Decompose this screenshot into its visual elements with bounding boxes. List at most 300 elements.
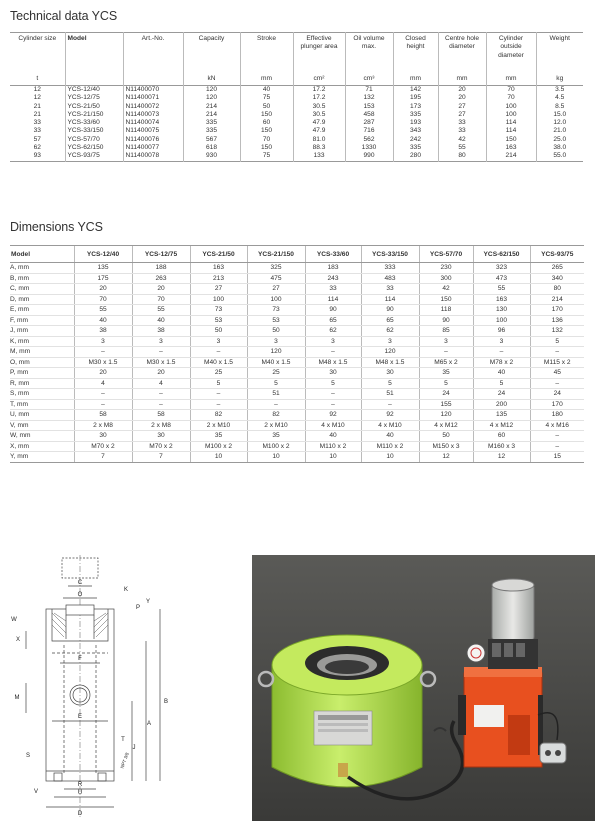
tech-cell: 132 [345, 94, 393, 102]
tech-row [10, 94, 583, 102]
dims-cell: 42 [419, 284, 473, 295]
dims-cell: 60 [473, 431, 530, 442]
dims-cell: 3 [305, 336, 361, 347]
dims-cell: 27 [247, 284, 305, 295]
dims-cell: 70 [74, 294, 132, 305]
dims-cell: 50 [419, 431, 473, 442]
dims-cell: 73 [247, 305, 305, 316]
dims-cell: 5 [473, 378, 530, 389]
dims-cell: 3 [190, 336, 247, 347]
dims-row-label: V, mm [10, 420, 74, 431]
dims-cell: 20 [74, 284, 132, 295]
dims-cell: 7 [132, 452, 190, 463]
tech-cell: YCS-33/150 [65, 127, 123, 135]
technical-data-title: Technical data YCS [10, 9, 118, 23]
dims-cell: – [190, 389, 247, 400]
drawing-label: NPT 3/8 [119, 751, 130, 770]
dims-cell: 20 [132, 368, 190, 379]
tech-cell: N11400077 [123, 144, 183, 152]
dims-row-label: S, mm [10, 389, 74, 400]
tech-cell: 21 [33, 102, 41, 110]
tech-cell: 27 [438, 103, 486, 111]
dims-row-label: A, mm [10, 263, 74, 274]
dimensions-table [10, 245, 584, 463]
dims-cell: 3 [247, 336, 305, 347]
dims-row [10, 357, 584, 368]
tech-cell: 71 [345, 86, 393, 95]
dims-cell: 92 [305, 410, 361, 421]
dims-cell: 114 [305, 294, 361, 305]
dims-cell: 100 [190, 294, 247, 305]
dims-cell: 40 [361, 431, 419, 442]
tech-cell: 120 [183, 86, 240, 95]
tech-cell: 335 [183, 127, 240, 135]
drawing-label: X [15, 637, 21, 643]
dims-row [10, 452, 584, 463]
dims-header-cell: YCS-33/60 [305, 246, 361, 263]
dims-header-cell: YCS-93/75 [530, 246, 584, 263]
tech-header-cell: Stroke [240, 33, 293, 73]
dims-cell: 3 [132, 336, 190, 347]
dims-row-label: F, mm [10, 315, 74, 326]
dims-cell: 96 [473, 326, 530, 337]
tech-row [10, 152, 583, 161]
dims-cell: 475 [247, 273, 305, 284]
drawing-label: U [77, 790, 83, 796]
dims-row-label: E, mm [10, 305, 74, 316]
dims-header-cell: YCS-57/70 [419, 246, 473, 263]
dims-header-cell: YCS-21/150 [247, 246, 305, 263]
dims-row [10, 263, 584, 274]
tech-cell: 214 [486, 152, 536, 161]
tech-unit-cell: mm [240, 72, 293, 86]
product-photo [252, 555, 595, 821]
tech-cell: 42 [438, 136, 486, 144]
tech-row [10, 136, 583, 144]
dims-cell: 38 [74, 326, 132, 337]
dims-cell: – [305, 389, 361, 400]
tech-row [10, 119, 583, 127]
dims-cell: 4 x M10 [361, 420, 419, 431]
tech-unit-cell: mm [486, 72, 536, 86]
dims-cell: 243 [305, 273, 361, 284]
dims-cell: – [74, 399, 132, 410]
dims-cell: 155 [419, 399, 473, 410]
tech-unit-cell: kN [183, 72, 240, 86]
dims-cell: 55 [473, 284, 530, 295]
dims-cell: M30 x 1.5 [74, 357, 132, 368]
tech-unit-cell: cm³ [345, 72, 393, 86]
tech-cell: 93 [33, 152, 41, 160]
dims-cell: – [132, 389, 190, 400]
tech-cell: 193 [393, 119, 438, 127]
tech-cell: 618 [183, 144, 240, 152]
dims-header-cell: Model [10, 246, 74, 263]
dims-cell: 175 [74, 273, 132, 284]
dims-row-label: T, mm [10, 399, 74, 410]
tech-cell: N11400072 [123, 103, 183, 111]
dims-cell: 90 [361, 305, 419, 316]
tech-cell: 930 [183, 152, 240, 161]
drawing-label: F [78, 656, 82, 662]
dims-cell: – [530, 378, 584, 389]
tech-cell: 335 [393, 144, 438, 152]
dims-cell: 183 [305, 263, 361, 274]
tech-row [10, 103, 583, 111]
dims-cell: 325 [247, 263, 305, 274]
tech-cell: N11400074 [123, 119, 183, 127]
tech-cell: N11400078 [123, 152, 183, 161]
dims-cell: – [132, 399, 190, 410]
hollow-plunger-cylinder [259, 635, 435, 787]
drawing-label: D [77, 811, 83, 817]
dims-cell: 120 [247, 347, 305, 358]
dims-cell: M70 x 2 [74, 441, 132, 452]
dims-cell: 5 [361, 378, 419, 389]
dims-cell: 5 [419, 378, 473, 389]
dims-row [10, 347, 584, 358]
tech-cell: 287 [345, 119, 393, 127]
dims-cell: 20 [132, 284, 190, 295]
dims-cell: – [190, 347, 247, 358]
tech-cell: 20 [438, 86, 486, 95]
drawing-label: S [25, 753, 31, 759]
dims-row [10, 336, 584, 347]
tech-cell: YCS-62/150 [65, 144, 123, 152]
dims-cell: 58 [74, 410, 132, 421]
dims-cell: 55 [74, 305, 132, 316]
tech-cell: 100 [486, 111, 536, 119]
dims-row-label: C, mm [10, 284, 74, 295]
tech-cell: 100 [486, 103, 536, 111]
tech-cell: 38.0 [536, 144, 583, 152]
dims-cell: 92 [361, 410, 419, 421]
dims-cell: 188 [132, 263, 190, 274]
tech-header-cell: Closed height [393, 33, 438, 73]
tech-cell: 12 [33, 94, 41, 102]
technical-data-table [10, 32, 583, 162]
tech-header-cell: Art.-No. [123, 33, 183, 73]
dims-cell: 200 [473, 399, 530, 410]
dims-cell: 10 [247, 452, 305, 463]
drawing-label: J [132, 745, 136, 751]
tech-cell: 25.0 [536, 136, 583, 144]
dims-cell: 2 x M8 [132, 420, 190, 431]
dims-cell: 58 [132, 410, 190, 421]
dims-cell: M48 x 1.5 [305, 357, 361, 368]
dims-cell: – [247, 399, 305, 410]
dims-cell: 230 [419, 263, 473, 274]
drawing-label: V [33, 789, 39, 795]
dims-cell: M150 x 3 [419, 441, 473, 452]
dims-row [10, 368, 584, 379]
tech-header-cell: Effective plunger area [293, 33, 345, 73]
tech-cell: 343 [393, 127, 438, 135]
dims-cell: 24 [419, 389, 473, 400]
dims-cell: 2 x M10 [247, 420, 305, 431]
dims-cell: M40 x 1.5 [190, 357, 247, 368]
dims-cell: 5 [247, 378, 305, 389]
tech-header-cell: Cylinder outside diameter [486, 33, 536, 73]
dims-row-label: B, mm [10, 273, 74, 284]
tech-cell: 70 [240, 136, 293, 144]
tech-cell: 30.5 [293, 111, 345, 119]
tech-cell: 214 [183, 103, 240, 111]
dims-cell: M65 x 2 [419, 357, 473, 368]
dims-cell: 333 [361, 263, 419, 274]
dims-cell: – [419, 347, 473, 358]
drawing-label: A [146, 721, 152, 727]
tech-header-cell: Model [65, 33, 123, 73]
tech-cell: 47.9 [293, 119, 345, 127]
dims-cell: 3 [74, 336, 132, 347]
dims-cell: 10 [361, 452, 419, 463]
dims-cell: 38 [132, 326, 190, 337]
tech-cell: 33 [33, 127, 41, 135]
tech-header-cell: Weight [536, 33, 583, 73]
dims-cell: 30 [132, 431, 190, 442]
tech-header-cell: Oil volume max. [345, 33, 393, 73]
drawing-label: W [11, 617, 17, 623]
tech-cell: 70 [486, 94, 536, 102]
tech-cell: 3.5 [536, 86, 583, 95]
dims-cell: 40 [74, 315, 132, 326]
dims-row-label: X, mm [10, 441, 74, 452]
tech-cell: 990 [345, 152, 393, 161]
tech-cell: 716 [345, 127, 393, 135]
tech-cell: 88.3 [293, 144, 345, 152]
tech-row [10, 127, 583, 135]
dims-cell: 118 [419, 305, 473, 316]
dims-cell: 5 [190, 378, 247, 389]
dims-cell: M110 x 2 [305, 441, 361, 452]
dims-cell: – [530, 347, 584, 358]
dims-cell: 33 [361, 284, 419, 295]
tech-row [10, 111, 583, 119]
tech-cell: 173 [393, 103, 438, 111]
dims-cell: 265 [530, 263, 584, 274]
dims-cell: 45 [530, 368, 584, 379]
tech-cell: 195 [393, 94, 438, 102]
dims-cell: 33 [305, 284, 361, 295]
tech-unit-cell [123, 72, 183, 86]
dims-header-cell: YCS-12/75 [132, 246, 190, 263]
dims-row-label: O, mm [10, 357, 74, 368]
dims-row [10, 410, 584, 421]
dims-cell: 120 [419, 410, 473, 421]
tech-unit-cell: kg [536, 72, 583, 86]
dims-cell: 473 [473, 273, 530, 284]
drawing-label: E [77, 714, 83, 720]
tech-cell: 17.2 [293, 94, 345, 102]
cylinder-technical-drawing [8, 553, 176, 821]
dims-cell: 3 [473, 336, 530, 347]
tech-cell: 57 [33, 135, 41, 143]
dims-cell: 4 x M10 [305, 420, 361, 431]
dims-cell: 12 [419, 452, 473, 463]
dims-cell: – [74, 389, 132, 400]
tech-unit-cell: mm [393, 72, 438, 86]
dims-cell: – [473, 347, 530, 358]
dims-cell: – [530, 431, 584, 442]
dims-cell: 90 [419, 315, 473, 326]
dims-cell: 114 [361, 294, 419, 305]
dims-cell: 65 [305, 315, 361, 326]
tech-cell: 4.5 [536, 94, 583, 102]
drawing-label: M [14, 695, 20, 701]
dims-row-label: D, mm [10, 294, 74, 305]
dims-cell: 4 x M16 [530, 420, 584, 431]
dims-row-label: W, mm [10, 431, 74, 442]
dims-cell: 3 [419, 336, 473, 347]
dims-cell: 62 [305, 326, 361, 337]
dims-header-cell: YCS-62/150 [473, 246, 530, 263]
tech-cell: 150 [240, 144, 293, 152]
dims-cell: 132 [530, 326, 584, 337]
tech-cell: 17.2 [293, 86, 345, 95]
dims-row-label: M, mm [10, 347, 74, 358]
tech-cell: 242 [393, 136, 438, 144]
drawing-label: P [135, 605, 141, 611]
dims-row [10, 431, 584, 442]
dims-row [10, 420, 584, 431]
dims-cell: 163 [473, 294, 530, 305]
dims-cell: M160 x 3 [473, 441, 530, 452]
dims-cell: M78 x 2 [473, 357, 530, 368]
dims-row-label: U, mm [10, 410, 74, 421]
dims-cell: 2 x M10 [190, 420, 247, 431]
drawing-label: O [77, 592, 83, 598]
dims-cell: 120 [361, 347, 419, 358]
dims-cell: 27 [190, 284, 247, 295]
drawing-label: T [121, 737, 125, 743]
tech-header-cell: Capacity [183, 33, 240, 73]
dims-row-label: P, mm [10, 368, 74, 379]
tech-cell: 142 [393, 86, 438, 95]
tech-cell: 114 [486, 119, 536, 127]
tech-cell: 80 [438, 152, 486, 161]
dims-cell: 30 [305, 368, 361, 379]
dims-cell: M115 x 2 [530, 357, 584, 368]
dims-cell: 70 [132, 294, 190, 305]
dims-cell: 323 [473, 263, 530, 274]
dims-row [10, 305, 584, 316]
dims-cell: 170 [530, 399, 584, 410]
tech-cell: N11400071 [123, 94, 183, 102]
dims-cell: M100 x 2 [190, 441, 247, 452]
tech-row [10, 144, 583, 152]
dims-row [10, 399, 584, 410]
tech-cell: N11400073 [123, 111, 183, 119]
dims-cell: M30 x 1.5 [132, 357, 190, 368]
dims-cell: 4 x M12 [473, 420, 530, 431]
dims-header-cell: YCS-12/40 [74, 246, 132, 263]
dims-cell: 40 [305, 431, 361, 442]
tech-cell: YCS-33/60 [65, 119, 123, 127]
dims-row-label: J, mm [10, 326, 74, 337]
tech-cell: 120 [183, 94, 240, 102]
tech-cell: 21.0 [536, 127, 583, 135]
tech-cell: 1330 [345, 144, 393, 152]
tech-cell: YCS-12/75 [65, 94, 123, 102]
dims-header-cell: YCS-33/150 [361, 246, 419, 263]
dimensions-title: Dimensions YCS [10, 220, 103, 234]
dims-cell: 163 [190, 263, 247, 274]
dims-row [10, 273, 584, 284]
tech-cell: 12 [33, 86, 41, 93]
tech-cell: 75 [240, 94, 293, 102]
dims-cell: 20 [74, 368, 132, 379]
dims-cell: 170 [530, 305, 584, 316]
dims-cell: – [190, 399, 247, 410]
drawing-label: K [123, 587, 129, 593]
dims-cell: 3 [361, 336, 419, 347]
dims-cell: 35 [419, 368, 473, 379]
dims-cell: 100 [473, 315, 530, 326]
dims-cell: 40 [473, 368, 530, 379]
tech-cell: 20 [438, 94, 486, 102]
dims-cell: 50 [190, 326, 247, 337]
dims-cell: 62 [361, 326, 419, 337]
dims-cell: M48 x 1.5 [361, 357, 419, 368]
tech-cell: 15.0 [536, 111, 583, 119]
dims-cell: – [305, 399, 361, 410]
dims-row-label: R, mm [10, 378, 74, 389]
dims-cell: 213 [190, 273, 247, 284]
dims-cell: 53 [247, 315, 305, 326]
tech-cell: YCS-21/50 [65, 103, 123, 111]
tech-cell: YCS-93/75 [65, 152, 123, 161]
drawing-label: Y [145, 599, 151, 605]
dims-cell: 10 [305, 452, 361, 463]
tech-cell: 133 [293, 152, 345, 161]
tech-cell: 214 [183, 111, 240, 119]
dims-cell: 300 [419, 273, 473, 284]
dims-cell: 15 [530, 452, 584, 463]
dims-cell: 53 [190, 315, 247, 326]
dims-cell: 35 [190, 431, 247, 442]
dims-row-label: K, mm [10, 336, 74, 347]
tech-cell: 114 [486, 127, 536, 135]
dims-cell: 135 [473, 410, 530, 421]
dims-cell: 73 [190, 305, 247, 316]
tech-cell: 150 [240, 111, 293, 119]
tech-cell: 50 [240, 103, 293, 111]
dims-cell: 136 [530, 315, 584, 326]
dims-cell: 35 [247, 431, 305, 442]
tech-cell: 562 [345, 136, 393, 144]
tech-unit-cell: cm² [293, 72, 345, 86]
dims-cell: 100 [247, 294, 305, 305]
tech-cell: 33 [33, 119, 41, 127]
dims-cell: 82 [247, 410, 305, 421]
tech-cell: N11400075 [123, 127, 183, 135]
dims-cell: 483 [361, 273, 419, 284]
dims-cell: – [132, 347, 190, 358]
dims-cell: 90 [305, 305, 361, 316]
dims-cell: M70 x 2 [132, 441, 190, 452]
dims-cell: 135 [74, 263, 132, 274]
dims-cell: M100 x 2 [247, 441, 305, 452]
dims-cell: 12 [473, 452, 530, 463]
tech-header-cell: Cylinder size [18, 35, 57, 42]
drawing-label: R [77, 782, 83, 788]
dims-row [10, 315, 584, 326]
dims-cell: 5 [530, 336, 584, 347]
dims-cell: 4 x M12 [419, 420, 473, 431]
tech-cell: YCS-57/70 [65, 136, 123, 144]
dims-row [10, 294, 584, 305]
